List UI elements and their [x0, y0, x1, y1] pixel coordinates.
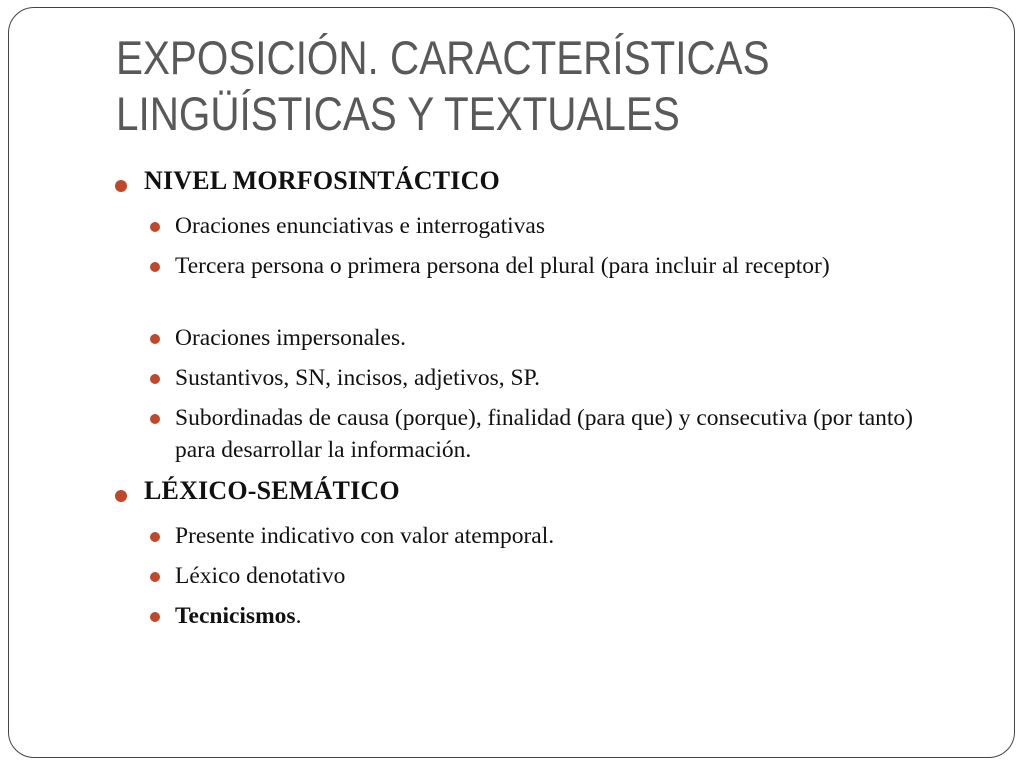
- list-item: Subordinadas de causa (porque), finalidad (para que) y consecutiva (por tanto) para desarrollar la información.: [175, 405, 914, 463]
- bold-term: Tecnicismos: [175, 603, 296, 629]
- bullet-icon: [150, 572, 160, 582]
- list-item: Sustantivos, SN, incisos, adjetivos, SP.: [175, 365, 540, 391]
- slide-title: [116, 30, 856, 142]
- bullet-icon: [150, 222, 160, 232]
- list-item: Tercera persona o primera persona del plural (para incluir al receptor): [175, 253, 830, 279]
- title-line-1: EXPOSICIÓN. CARACTERÍSTICAS: [116, 31, 770, 84]
- section-heading-morfosintactico: NIVEL MORFOSINTÁCTICO: [144, 166, 500, 195]
- list-item-tecnicismos: [175, 600, 935, 632]
- list-item: Oraciones enunciativas e interrogativas: [175, 213, 545, 239]
- bullet-icon: [115, 490, 127, 502]
- bullet-icon: [150, 334, 160, 344]
- bullet-icon: [150, 612, 160, 622]
- list-item: Presente indicativo con valor atemporal.: [175, 523, 555, 549]
- bullet-icon: [150, 532, 160, 542]
- bullet-icon: [115, 180, 127, 192]
- bullet-icon: [150, 414, 160, 424]
- item-suffix: .: [295, 603, 302, 629]
- list-item: Oraciones impersonales.: [175, 325, 407, 351]
- section-heading-lexico-sematico: LÉXICO-SEMÁTICO: [144, 476, 400, 505]
- list-item: Léxico denotativo: [175, 563, 346, 589]
- bullet-icon: [150, 374, 160, 384]
- title-line-2: LINGÜÍSTICAS Y TEXTUALES: [116, 87, 680, 140]
- bullet-icon: [150, 262, 160, 272]
